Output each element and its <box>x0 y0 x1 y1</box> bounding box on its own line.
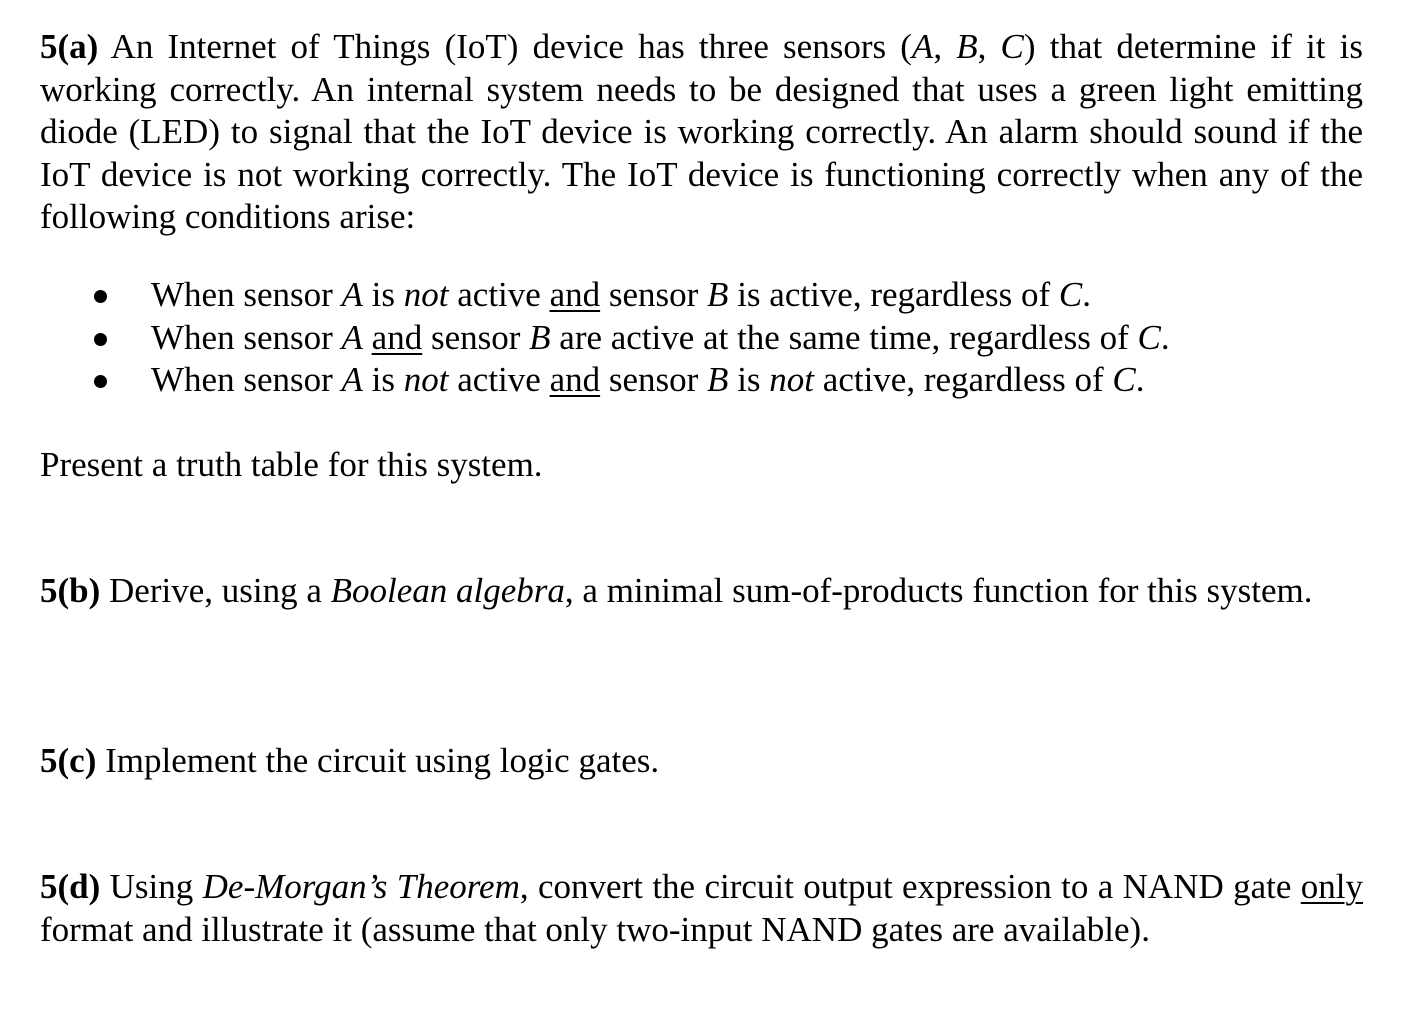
var-b: B <box>956 27 978 66</box>
question-5d-text-3: format and illustrate it (assume that only two-input NAND gates are available). <box>40 909 1150 949</box>
question-5a-label: 5(a) <box>40 27 99 66</box>
var-b: B <box>529 317 551 357</box>
text-run: . <box>1135 360 1145 399</box>
bullet-icon <box>94 333 107 346</box>
text-run: . <box>1160 317 1170 357</box>
condition-item <box>40 359 1363 402</box>
underlined-only: only <box>1300 867 1363 906</box>
text-run: . <box>1082 275 1091 314</box>
bullet-icon <box>94 375 107 388</box>
text-run: is <box>362 275 404 314</box>
var-c: C <box>1112 360 1136 399</box>
condition-item <box>40 274 1363 317</box>
text-run: is active, regardless of <box>728 275 1059 314</box>
text-run: sensor <box>600 360 708 399</box>
question-5b <box>40 570 1363 613</box>
emph-boolean-algebra: Boolean algebra <box>330 571 565 610</box>
text-run: active, regardless of <box>814 360 1113 399</box>
question-5b-text-1: Derive, using a <box>100 571 331 610</box>
var-a: A <box>341 360 363 399</box>
var-c: C <box>1058 275 1083 314</box>
var-c: C <box>1000 27 1024 66</box>
question-5b-label: 5(b) <box>40 571 101 610</box>
question-5a-text-1: An Internet of Things (IoT) device has three sensors ( <box>110 27 912 66</box>
var-b: B <box>707 360 729 399</box>
condition-list <box>40 274 1363 402</box>
emph-de-morgan: De-Morgan’s Theorem <box>202 867 520 906</box>
underlined-and: and <box>371 317 423 357</box>
question-5c <box>40 740 659 783</box>
var-a: A <box>341 275 363 314</box>
question-5d-text-2: , convert the circuit output expression to a NAND gate <box>519 867 1301 906</box>
sep-1: , <box>933 27 957 66</box>
text-run: are active at the same time, regardless of <box>550 317 1138 357</box>
condition-item <box>40 317 1363 360</box>
text-run: sensor <box>422 317 530 357</box>
question-5d-text-1: Using <box>100 867 203 906</box>
text-run: is <box>728 360 770 399</box>
emph-not: not <box>403 360 449 399</box>
present-instruction: Present a truth table for this system. <box>40 445 543 484</box>
underlined-and: and <box>549 360 601 399</box>
text-run: When sensor <box>151 360 342 399</box>
text-run: sensor <box>600 275 708 314</box>
question-5d <box>40 866 1363 951</box>
var-a: A <box>911 27 934 66</box>
text-run: When sensor <box>151 317 342 357</box>
var-a: A <box>341 317 363 357</box>
text-run <box>363 318 372 357</box>
sep-2: , <box>977 27 1001 66</box>
question-5a-text-2: ) that determine if it is working correctly. An internal system needs to be designed that uses a green light emitting diode (LED) to signal that the IoT device is working correctly. An alarm should sound if the IoT device is not working correctly. The IoT device is functioning correctly when any of the following conditions arise: <box>40 27 1363 236</box>
emph-not: not <box>769 360 815 399</box>
question-5b-text-2: , a minimal sum-of-products function for this system. <box>564 571 1313 610</box>
text-run: active <box>448 360 550 399</box>
var-b: B <box>707 275 729 314</box>
question-5c-label: 5(c) <box>40 741 97 780</box>
var-c: C <box>1137 317 1161 357</box>
question-5d-label: 5(d) <box>40 867 101 906</box>
text-run: is <box>362 360 404 399</box>
text-run: When sensor <box>151 275 342 314</box>
emph-not: not <box>403 275 449 314</box>
text-run: active <box>448 275 550 314</box>
question-5c-text: Implement the circuit using logic gates. <box>96 741 660 780</box>
question-5a <box>40 26 1363 239</box>
underlined-and: and <box>549 275 601 314</box>
bullet-icon <box>94 290 107 303</box>
